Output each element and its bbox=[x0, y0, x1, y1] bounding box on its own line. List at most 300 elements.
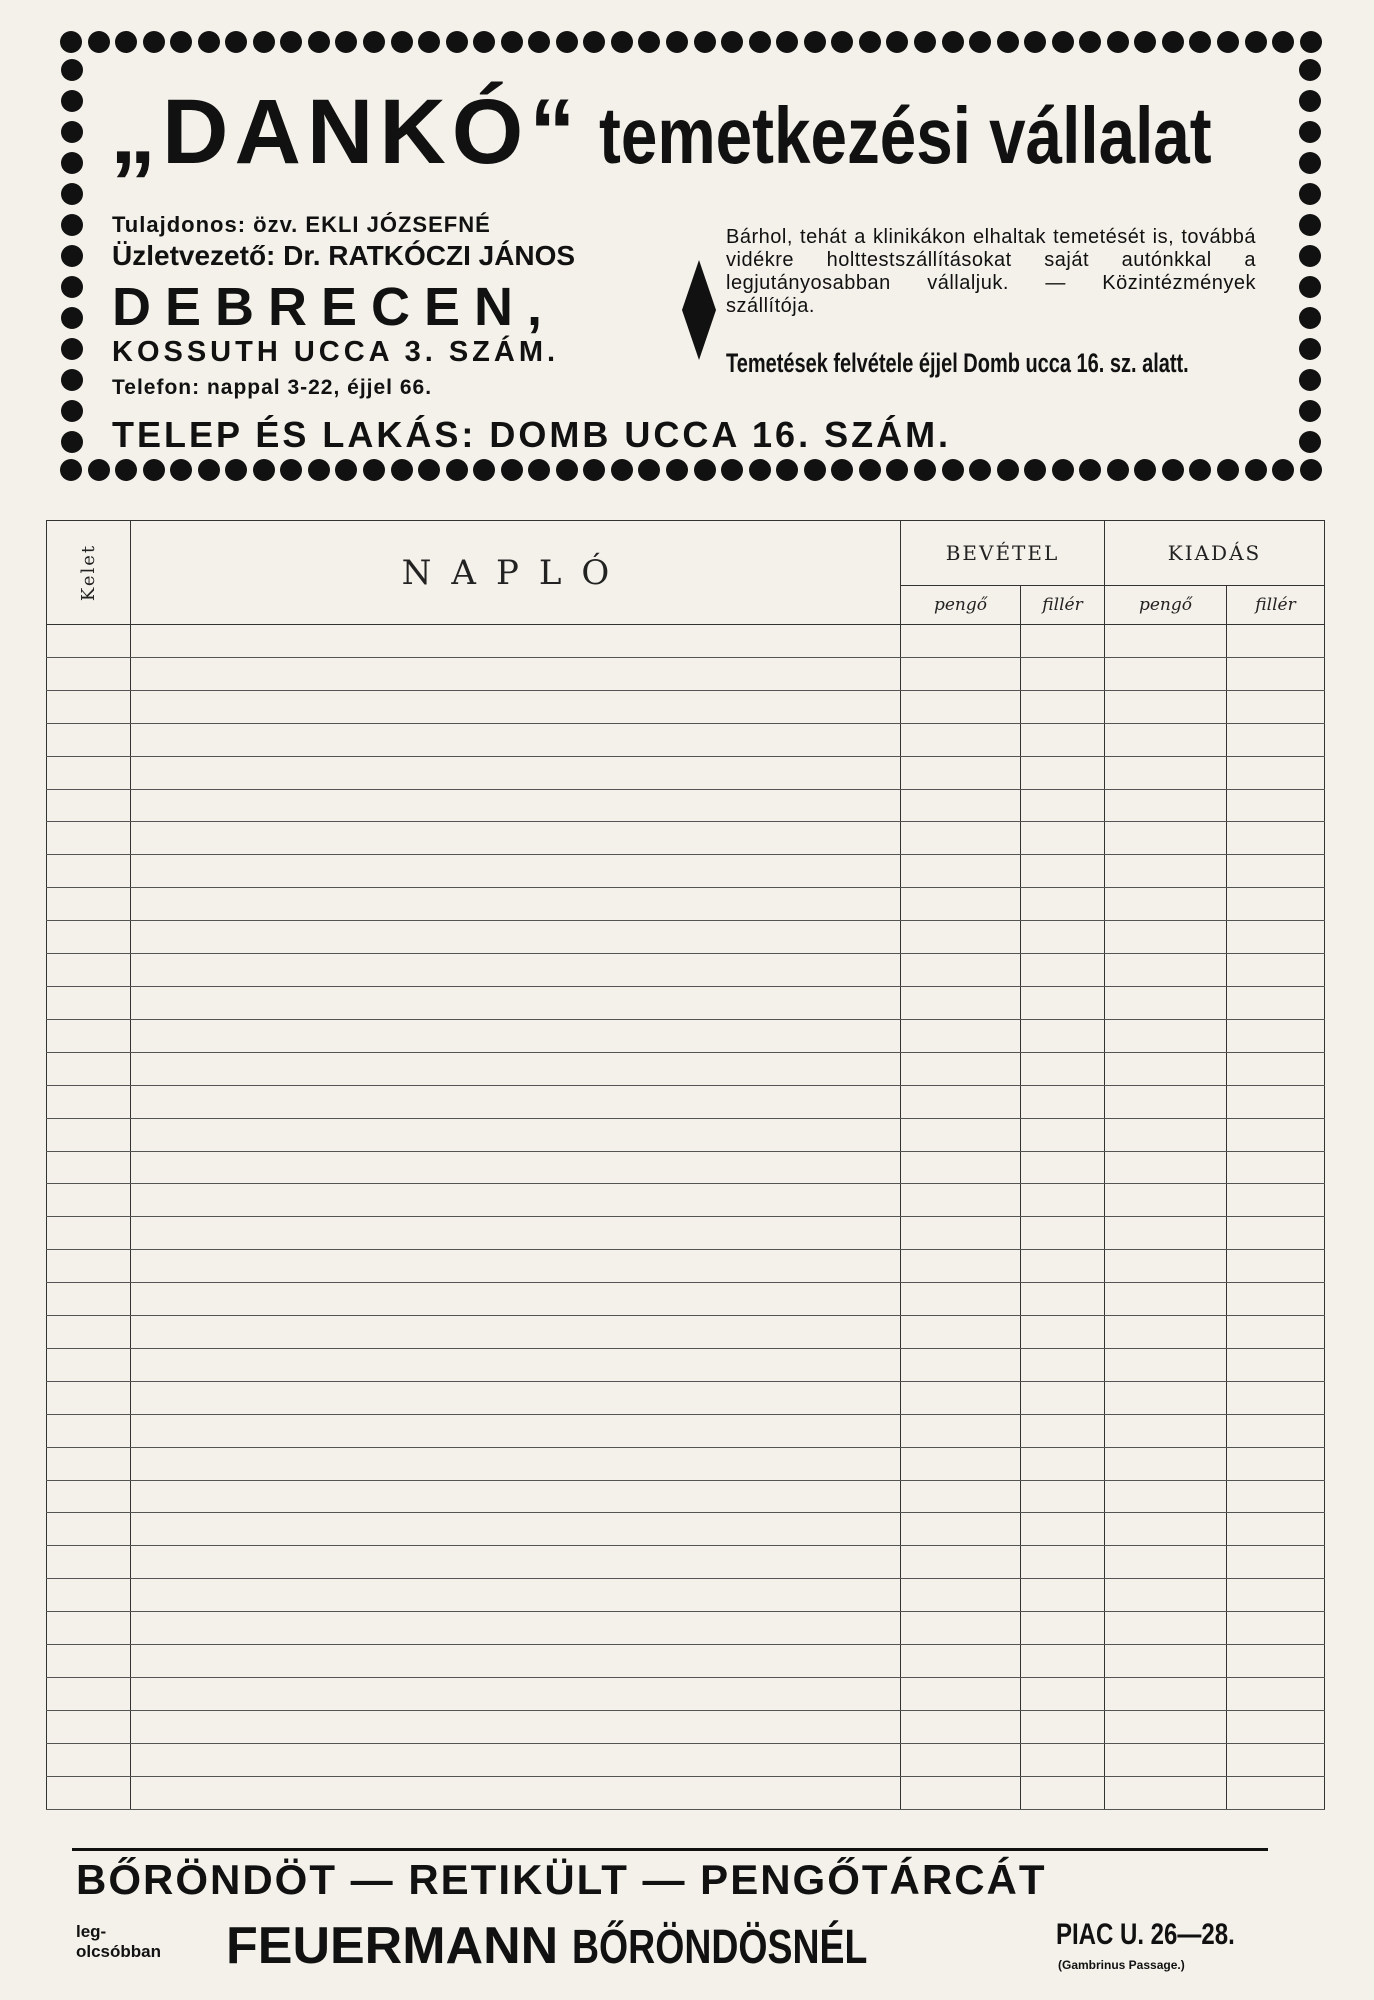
ledger-cell bbox=[1227, 657, 1325, 690]
ledger-cell bbox=[1021, 921, 1105, 954]
border-dot bbox=[831, 459, 853, 481]
border-dot bbox=[280, 459, 302, 481]
border-dot bbox=[61, 152, 83, 174]
ledger-cell bbox=[1227, 789, 1325, 822]
border-dot bbox=[170, 31, 192, 53]
ledger-cell bbox=[47, 1052, 131, 1085]
ledger-cell bbox=[47, 1743, 131, 1776]
border-dot bbox=[61, 245, 83, 267]
border-dot bbox=[170, 459, 192, 481]
ledger-cell bbox=[47, 954, 131, 987]
table-row bbox=[47, 1250, 1325, 1283]
table-row bbox=[47, 1612, 1325, 1645]
ledger-cell bbox=[901, 888, 1021, 921]
city-name: DEBRECEN, bbox=[112, 277, 557, 337]
ledger-cell bbox=[131, 1480, 901, 1513]
border-dot bbox=[335, 459, 357, 481]
border-dot bbox=[363, 459, 385, 481]
border-dot bbox=[61, 307, 83, 329]
ledger-cell bbox=[1105, 822, 1227, 855]
table-row bbox=[47, 1019, 1325, 1052]
ledger-cell bbox=[131, 822, 901, 855]
ledger-cell bbox=[1105, 1250, 1227, 1283]
table-row bbox=[47, 1480, 1325, 1513]
ledger-cell bbox=[901, 1019, 1021, 1052]
border-dot bbox=[1299, 431, 1321, 453]
ledger-cell bbox=[1021, 1151, 1105, 1184]
ledger-cell bbox=[1227, 1743, 1325, 1776]
ledger-cell bbox=[131, 855, 901, 888]
border-dot bbox=[253, 459, 275, 481]
dot-border-right bbox=[1298, 54, 1322, 458]
ledger-cell bbox=[901, 1743, 1021, 1776]
border-dot bbox=[225, 459, 247, 481]
ledger-cell bbox=[1227, 954, 1325, 987]
table-row bbox=[47, 1085, 1325, 1118]
ledger-cell bbox=[1227, 1645, 1325, 1678]
table-row bbox=[47, 888, 1325, 921]
border-dot bbox=[1300, 31, 1322, 53]
ledger-cell bbox=[1021, 1184, 1105, 1217]
ledger-cell bbox=[1105, 888, 1227, 921]
border-dot bbox=[666, 31, 688, 53]
ledger-cell bbox=[47, 1019, 131, 1052]
ledger-cell bbox=[901, 1283, 1021, 1316]
ledger-cell bbox=[901, 789, 1021, 822]
ledger-table bbox=[46, 520, 1325, 1810]
ledger-cell bbox=[47, 855, 131, 888]
border-dot bbox=[1162, 31, 1184, 53]
ledger-cell bbox=[47, 1151, 131, 1184]
brand-name: „DANKÓ“ bbox=[110, 81, 582, 183]
border-dot bbox=[749, 31, 771, 53]
dot-border-bottom bbox=[60, 458, 1322, 482]
border-dot bbox=[666, 459, 688, 481]
ledger-cell bbox=[1105, 1316, 1227, 1349]
border-dot bbox=[1299, 59, 1321, 81]
border-dot bbox=[61, 276, 83, 298]
border-dot bbox=[115, 31, 137, 53]
border-dot bbox=[1299, 121, 1321, 143]
table-row bbox=[47, 1151, 1325, 1184]
border-dot bbox=[446, 459, 468, 481]
border-dot bbox=[61, 121, 83, 143]
border-dot bbox=[143, 459, 165, 481]
border-dot bbox=[473, 31, 495, 53]
expense-pengo-header: pengő bbox=[1105, 586, 1227, 625]
border-dot bbox=[1052, 31, 1074, 53]
ledger-cell bbox=[131, 1085, 901, 1118]
border-dot bbox=[1299, 369, 1321, 391]
ledger-cell bbox=[131, 690, 901, 723]
border-dot bbox=[969, 31, 991, 53]
ledger-cell bbox=[901, 855, 1021, 888]
ledger-cell bbox=[901, 1612, 1021, 1645]
border-dot bbox=[997, 459, 1019, 481]
table-row bbox=[47, 986, 1325, 1019]
border-dot bbox=[1299, 245, 1321, 267]
ledger-cell bbox=[901, 1414, 1021, 1447]
ledger-cell bbox=[1105, 1184, 1227, 1217]
ledger-cell bbox=[1227, 1348, 1325, 1381]
ledger-cell bbox=[1227, 1513, 1325, 1546]
ledger-cell bbox=[131, 625, 901, 658]
ledger-cell bbox=[1227, 986, 1325, 1019]
ledger-cell bbox=[1105, 1118, 1227, 1151]
table-row bbox=[47, 657, 1325, 690]
border-dot bbox=[391, 31, 413, 53]
ledger-cell bbox=[131, 1151, 901, 1184]
border-dot bbox=[886, 459, 908, 481]
ledger-cell bbox=[901, 1546, 1021, 1579]
ledger-cell bbox=[1021, 1348, 1105, 1381]
ledger-cell bbox=[1105, 1776, 1227, 1809]
table-row bbox=[47, 1546, 1325, 1579]
table-row bbox=[47, 1118, 1325, 1151]
expense-header: KIADÁS bbox=[1105, 521, 1325, 586]
ledger-cell bbox=[131, 756, 901, 789]
border-dot bbox=[638, 31, 660, 53]
ledger-cell bbox=[1227, 1052, 1325, 1085]
border-dot bbox=[61, 183, 83, 205]
border-dot bbox=[1299, 307, 1321, 329]
income-filler-header: fillér bbox=[1021, 586, 1105, 625]
ledger-cell bbox=[1021, 986, 1105, 1019]
ledger-cell bbox=[47, 690, 131, 723]
ledger-cell bbox=[1227, 723, 1325, 756]
table-row bbox=[47, 1348, 1325, 1381]
ledger-cell bbox=[47, 756, 131, 789]
border-dot bbox=[61, 400, 83, 422]
ledger-cell bbox=[1227, 1776, 1325, 1809]
ledger-cell bbox=[1227, 1217, 1325, 1250]
ledger-cell bbox=[47, 1283, 131, 1316]
border-dot bbox=[859, 459, 881, 481]
ledger-cell bbox=[1105, 1645, 1227, 1678]
border-dot bbox=[308, 31, 330, 53]
ledger-cell bbox=[131, 657, 901, 690]
ledger-cell bbox=[901, 1513, 1021, 1546]
ledger-cell bbox=[1227, 625, 1325, 658]
ledger-cell bbox=[47, 1710, 131, 1743]
ledger-cell bbox=[47, 1776, 131, 1809]
ledger-cell bbox=[1227, 1546, 1325, 1579]
table-row bbox=[47, 1513, 1325, 1546]
ledger-cell bbox=[47, 657, 131, 690]
border-dot bbox=[556, 31, 578, 53]
ledger-cell bbox=[1227, 1414, 1325, 1447]
ledger-cell bbox=[1227, 1118, 1325, 1151]
ledger-cell bbox=[1227, 855, 1325, 888]
ledger-cell bbox=[131, 1118, 901, 1151]
ledger-cell bbox=[47, 1250, 131, 1283]
ledger-cell bbox=[1227, 1678, 1325, 1711]
ledger-cell bbox=[131, 1579, 901, 1612]
border-dot bbox=[363, 31, 385, 53]
border-dot bbox=[1299, 276, 1321, 298]
ledger-cell bbox=[1021, 822, 1105, 855]
border-dot bbox=[335, 31, 357, 53]
border-dot bbox=[1217, 31, 1239, 53]
ledger-cell bbox=[901, 1085, 1021, 1118]
brand-tail: temetkezési vállalat bbox=[599, 91, 1212, 180]
ledger-cell bbox=[901, 1348, 1021, 1381]
ledger-cell bbox=[47, 789, 131, 822]
ledger-cell bbox=[47, 1645, 131, 1678]
shop-passage: (Gambrinus Passage.) bbox=[1058, 1958, 1185, 1972]
ledger-cell bbox=[131, 1217, 901, 1250]
ledger-cell bbox=[131, 1612, 901, 1645]
ledger-cell bbox=[131, 1645, 901, 1678]
ledger-cell bbox=[1227, 756, 1325, 789]
border-dot bbox=[859, 31, 881, 53]
ledger-cell bbox=[1227, 1710, 1325, 1743]
table-row bbox=[47, 789, 1325, 822]
ledger-cell bbox=[1227, 1381, 1325, 1414]
border-dot bbox=[1299, 152, 1321, 174]
ledger-cell bbox=[901, 1710, 1021, 1743]
date-column-label: Kelet bbox=[78, 543, 99, 602]
ledger-cell bbox=[1105, 1052, 1227, 1085]
ledger-cell bbox=[901, 690, 1021, 723]
border-dot bbox=[61, 214, 83, 236]
ledger-cell bbox=[1021, 789, 1105, 822]
border-dot bbox=[61, 59, 83, 81]
ledger-cell bbox=[1105, 1579, 1227, 1612]
yard-address: TELEP ÉS LAKÁS: DOMB UCCA 16. SZÁM. bbox=[112, 414, 952, 455]
ledger-cell bbox=[47, 1678, 131, 1711]
ledger-cell bbox=[1227, 888, 1325, 921]
border-dot bbox=[1217, 459, 1239, 481]
ledger-cell bbox=[1105, 1381, 1227, 1414]
bottom-divider bbox=[72, 1848, 1268, 1851]
cheapest-label: leg- olcsóbban bbox=[76, 1922, 162, 1961]
border-dot bbox=[1024, 459, 1046, 481]
ledger-cell bbox=[1021, 1019, 1105, 1052]
ledger-cell bbox=[1021, 1579, 1105, 1612]
ledger-cell bbox=[47, 1579, 131, 1612]
ledger-cell bbox=[131, 723, 901, 756]
ledger-cell bbox=[901, 1678, 1021, 1711]
ledger-cell bbox=[47, 723, 131, 756]
border-dot bbox=[61, 338, 83, 360]
ledger-cell bbox=[1021, 756, 1105, 789]
border-dot bbox=[88, 31, 110, 53]
ledger-cell bbox=[47, 1480, 131, 1513]
ledger-cell bbox=[1021, 1743, 1105, 1776]
ledger-cell bbox=[1105, 1480, 1227, 1513]
ledger-cell bbox=[1021, 1776, 1105, 1809]
ledger-cell bbox=[1021, 1480, 1105, 1513]
border-dot bbox=[501, 459, 523, 481]
ledger-cell bbox=[47, 1546, 131, 1579]
ledger-cell bbox=[131, 1743, 901, 1776]
ledger-cell bbox=[1021, 1546, 1105, 1579]
shop-address: PIAC U. 26—28. bbox=[1056, 1918, 1235, 1951]
border-dot bbox=[308, 459, 330, 481]
journal-column-header: NAPLÓ bbox=[131, 521, 901, 625]
table-row bbox=[47, 1678, 1325, 1711]
ledger-cell bbox=[1105, 921, 1227, 954]
ledger-cell bbox=[47, 1316, 131, 1349]
border-dot bbox=[583, 31, 605, 53]
ledger-cell bbox=[1227, 690, 1325, 723]
border-dot bbox=[694, 459, 716, 481]
ledger-cell bbox=[131, 1546, 901, 1579]
border-dot bbox=[501, 31, 523, 53]
ledger-cell bbox=[1105, 1678, 1227, 1711]
ledger-cell bbox=[1227, 1579, 1325, 1612]
ledger-cell bbox=[1021, 690, 1105, 723]
income-header: BEVÉTEL bbox=[901, 521, 1105, 586]
border-dot bbox=[1299, 400, 1321, 422]
border-dot bbox=[1079, 459, 1101, 481]
ledger-cell bbox=[901, 1381, 1021, 1414]
ledger-cell bbox=[47, 1085, 131, 1118]
border-dot bbox=[638, 459, 660, 481]
border-dot bbox=[198, 31, 220, 53]
border-dot bbox=[1245, 459, 1267, 481]
ad-title bbox=[110, 80, 1280, 185]
ledger-cell bbox=[1105, 723, 1227, 756]
table-row bbox=[47, 1645, 1325, 1678]
border-dot bbox=[1299, 183, 1321, 205]
ledger-cell bbox=[901, 1217, 1021, 1250]
ledger-cell bbox=[131, 1316, 901, 1349]
table-row bbox=[47, 954, 1325, 987]
ledger-cell bbox=[1227, 1316, 1325, 1349]
ledger-cell bbox=[1021, 1710, 1105, 1743]
ledger-cell bbox=[131, 1776, 901, 1809]
border-dot bbox=[1272, 459, 1294, 481]
luggage-ad-headline: BŐRÖNDÖT — RETIKÜLT — PENGŐTÁRCÁT bbox=[76, 1856, 1047, 1903]
ledger-cell bbox=[901, 1447, 1021, 1480]
ledger-cell bbox=[131, 1052, 901, 1085]
ledger-cell bbox=[1227, 822, 1325, 855]
ledger-cell bbox=[1021, 1447, 1105, 1480]
ledger-cell bbox=[1105, 756, 1227, 789]
border-dot bbox=[942, 459, 964, 481]
border-dot bbox=[1299, 214, 1321, 236]
ledger-cell bbox=[901, 1184, 1021, 1217]
ledger-cell bbox=[131, 1513, 901, 1546]
ledger-cell bbox=[131, 1184, 901, 1217]
ledger-cell bbox=[1021, 1645, 1105, 1678]
border-dot bbox=[60, 459, 82, 481]
border-dot bbox=[1079, 31, 1101, 53]
ledger-cell bbox=[901, 822, 1021, 855]
ledger-cell bbox=[131, 1019, 901, 1052]
ledger-cell bbox=[47, 1184, 131, 1217]
ledger-cell bbox=[47, 888, 131, 921]
table-row bbox=[47, 1217, 1325, 1250]
ledger-cell bbox=[1105, 1283, 1227, 1316]
table-row bbox=[47, 756, 1325, 789]
table-row bbox=[47, 822, 1325, 855]
ledger-cell bbox=[901, 625, 1021, 658]
ledger-cell bbox=[1227, 1184, 1325, 1217]
border-dot bbox=[61, 90, 83, 112]
ledger-cell bbox=[1105, 1085, 1227, 1118]
ledger-cell bbox=[47, 1381, 131, 1414]
ledger-cell bbox=[131, 1710, 901, 1743]
border-dot bbox=[391, 459, 413, 481]
ledger-cell bbox=[1021, 1052, 1105, 1085]
border-dot bbox=[115, 459, 137, 481]
border-dot bbox=[1162, 459, 1184, 481]
diamond-ornament-icon bbox=[682, 260, 716, 360]
date-column-header bbox=[47, 521, 131, 625]
ledger-cell bbox=[47, 1217, 131, 1250]
ledger-cell bbox=[131, 954, 901, 987]
ledger-cell bbox=[1227, 1283, 1325, 1316]
ledger-cell bbox=[47, 921, 131, 954]
border-dot bbox=[528, 31, 550, 53]
ledger-cell bbox=[901, 723, 1021, 756]
ledger-cell bbox=[131, 921, 901, 954]
ledger-cell bbox=[1021, 1316, 1105, 1349]
table-row bbox=[47, 1381, 1325, 1414]
ledger-cell bbox=[47, 1414, 131, 1447]
border-dot bbox=[694, 31, 716, 53]
ledger-cell bbox=[1021, 1678, 1105, 1711]
border-dot bbox=[143, 31, 165, 53]
border-dot bbox=[749, 459, 771, 481]
border-dot bbox=[1052, 459, 1074, 481]
ledger-cell bbox=[47, 1348, 131, 1381]
manager-line: Üzletvezető: Dr. RATKÓCZI JÁNOS bbox=[112, 240, 576, 271]
ledger-cell bbox=[1021, 723, 1105, 756]
ledger-cell bbox=[901, 1579, 1021, 1612]
service-description: Bárhol, tehát a klinikákon elhaltak temetését is, továbbá vidékre holttestszállításokat saját autónkkal a legjutányosabban vállaljuk. — Közintézmények szállítója. bbox=[726, 226, 1256, 317]
border-dot bbox=[198, 459, 220, 481]
ledger-cell bbox=[1021, 1612, 1105, 1645]
ledger-cell bbox=[1227, 1019, 1325, 1052]
border-dot bbox=[1300, 459, 1322, 481]
ledger-cell bbox=[47, 822, 131, 855]
expense-filler-header: fillér bbox=[1227, 586, 1325, 625]
ledger-cell bbox=[1105, 1513, 1227, 1546]
ledger-cell bbox=[1105, 1348, 1227, 1381]
ledger-cell bbox=[1021, 1414, 1105, 1447]
ledger-cell bbox=[1227, 1085, 1325, 1118]
ledger-cell bbox=[1021, 625, 1105, 658]
ledger-cell bbox=[1021, 1118, 1105, 1151]
shop-owner-name: FEUERMANN bbox=[226, 1917, 559, 1975]
border-dot bbox=[721, 459, 743, 481]
ledger-cell bbox=[1105, 954, 1227, 987]
ledger-cell bbox=[1105, 1743, 1227, 1776]
ledger-cell bbox=[901, 657, 1021, 690]
ledger-cell bbox=[1105, 1217, 1227, 1250]
ledger-cell bbox=[1021, 1250, 1105, 1283]
ledger-cell bbox=[1105, 1414, 1227, 1447]
ledger-cell bbox=[131, 1283, 901, 1316]
ledger-cell bbox=[131, 1447, 901, 1480]
ledger-cell bbox=[901, 986, 1021, 1019]
owner-line: Tulajdonos: özv. EKLI JÓZSEFNÉ bbox=[112, 212, 491, 237]
table-row bbox=[47, 723, 1325, 756]
ledger-cell bbox=[1105, 690, 1227, 723]
border-dot bbox=[969, 459, 991, 481]
ledger-rows bbox=[47, 625, 1325, 1810]
night-note: Temetések felvétele éjjel Domb ucca 16. sz. alatt. bbox=[726, 348, 1189, 378]
table-row bbox=[47, 625, 1325, 658]
border-dot bbox=[1134, 459, 1156, 481]
border-dot bbox=[61, 431, 83, 453]
border-dot bbox=[914, 31, 936, 53]
ledger-cell bbox=[1105, 657, 1227, 690]
